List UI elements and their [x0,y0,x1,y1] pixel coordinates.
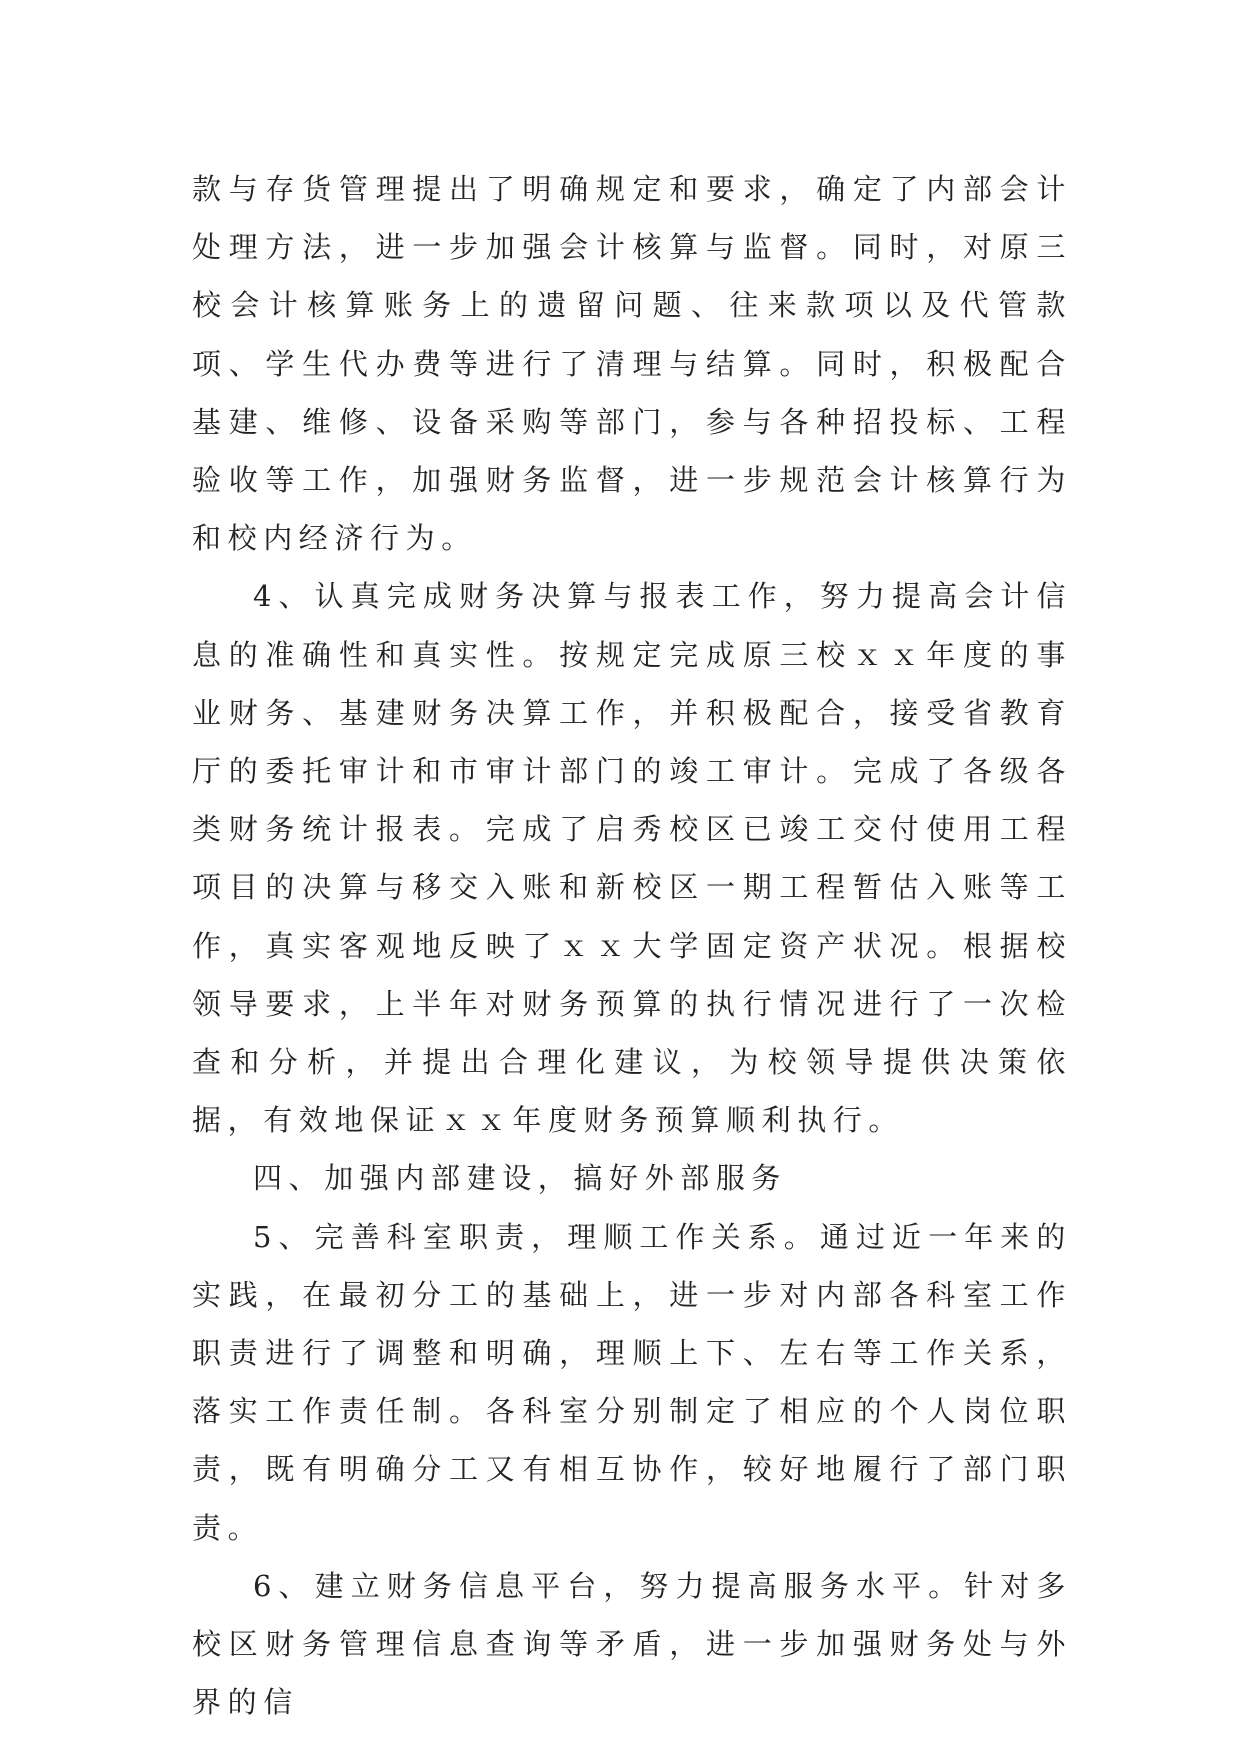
paragraph-item-5: 5、完善科室职责，理顺工作关系。通过近一年来的实践，在最初分工的基础上，进一步对内部各科室工作职责进行了调整和明确，理顺上下、左右等工作关系，落实工作责任制。各科室分别制定了相应的个人岗位职责，既有明确分工又有相互协作，较好地履行了部门职责。 [192,1219,1072,1545]
paragraph-item-6: 6、建立财务信息平台，努力提高服务水平。针对多校区财务管理信息查询等矛盾，进一步加强财务处与外界的信 [192,1568,1072,1720]
section-heading-4: 四、加强内部建设，搞好外部服务 [253,1161,788,1196]
body-text [192,160,1072,1731]
paragraph-item-4: 4、认真完成财务决算与报表工作，努力提高会计信息的准确性和真实性。按规定完成原三校ｘｘ年度的事业财务、基建财务决算工作，并积极配合，接受省教育厅的委托审计和市审计部门的竣工审计。完成了各级各类财务统计报表。完成了启秀校区已竣工交付使用工程项目的决算与移交入账和新校区一期工程暂估入账等工作，真实客观地反映了ｘｘ大学固定资产状况。根据校领导要求，上半年对财务预算的执行情况进行了一次检查和分析，并提出合理化建议，为校领导提供决策依据，有效地保证ｘｘ年度财务预算顺利执行。 [192,579,1072,1138]
paragraph-continuation: 款与存货管理提出了明确规定和要求，确定了内部会计处理方法，进一步加强会计核算与监督。同时，对原三校会计核算账务上的遗留问题、往来款项以及代管款项、学生代办费等进行了清理与结算。同时，积极配合基建、维修、设备采购等部门，参与各种招投标、工程验收等工作，加强财务监督，进一步规范会计核算行为和校内经济行为。 [192,172,1072,556]
